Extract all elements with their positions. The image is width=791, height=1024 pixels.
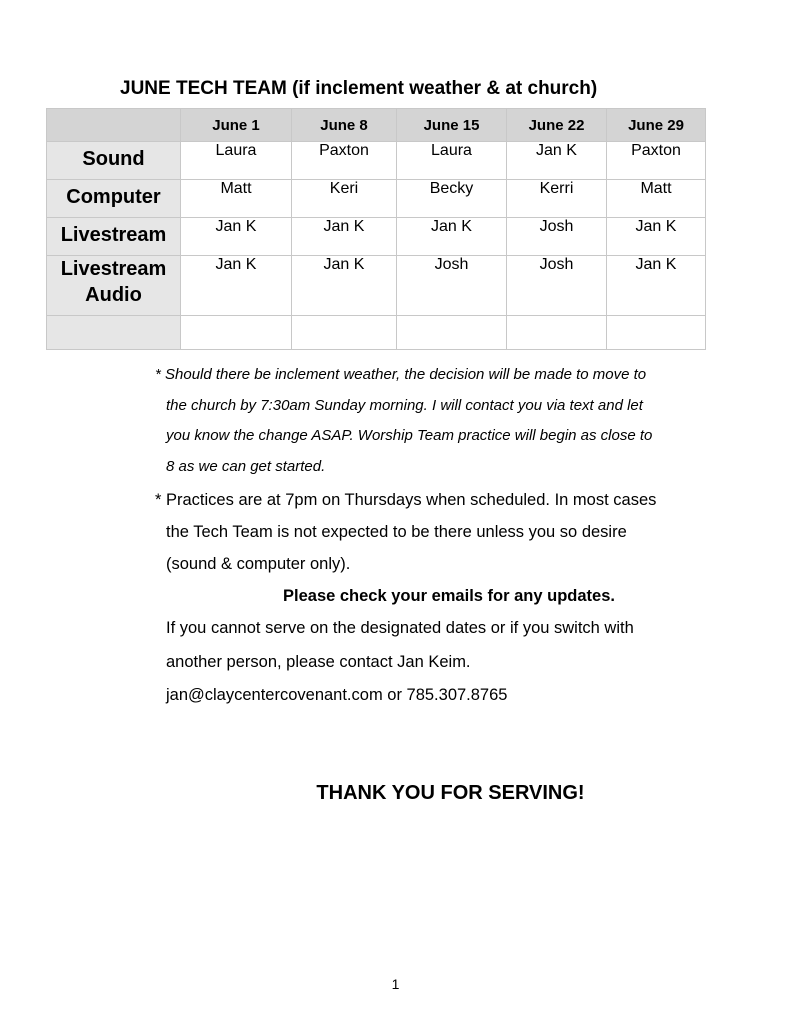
assignment-cell: Keri <box>292 180 397 218</box>
notes-section <box>155 360 755 713</box>
date-header: June 8 <box>292 109 397 142</box>
page-number: 1 <box>391 976 400 992</box>
weather-note <box>155 360 755 482</box>
contact-email-phone: jan@claycentercovenant.com or 785.307.8765 <box>166 686 508 704</box>
assignment-cell: Kerri <box>507 180 607 218</box>
thank-you-heading: THANK YOU FOR SERVING! <box>316 782 585 804</box>
assignment-cell: Josh <box>397 256 507 316</box>
assignment-cell: Paxton <box>607 142 706 180</box>
empty-cell <box>181 316 292 350</box>
table-row <box>47 218 706 256</box>
page-title: JUNE TECH TEAM (if inclement weather & at church) <box>120 78 598 99</box>
assignment-cell: Jan K <box>607 218 706 256</box>
assignment-cell: Jan K <box>292 256 397 316</box>
note-line: 8 as we can get started. <box>166 457 326 475</box>
empty-cell <box>292 316 397 350</box>
empty-role-cell <box>47 316 181 350</box>
role-label: Livestream <box>47 218 181 256</box>
role-label <box>47 256 181 316</box>
practices-note <box>155 484 755 580</box>
assignment-cell: Josh <box>507 256 607 316</box>
date-header: June 22 <box>507 109 607 142</box>
table-header-row <box>47 109 706 142</box>
role-label-line: Livestream <box>60 258 167 280</box>
assignment-cell: Jan K <box>507 142 607 180</box>
assignment-cell: Becky <box>397 180 507 218</box>
note-line: * Practices are at 7pm on Thursdays when scheduled. In most cases <box>155 491 657 509</box>
role-label-line: Audio <box>85 284 142 306</box>
note-line: the church by 7:30am Sunday morning. I will contact you via text and let <box>166 396 643 414</box>
contact-line: If you cannot serve on the designated dates or if you switch with <box>166 619 634 637</box>
role-label: Sound <box>47 142 181 180</box>
empty-cell <box>397 316 507 350</box>
assignment-cell: Matt <box>607 180 706 218</box>
role-label: Computer <box>47 180 181 218</box>
empty-cell <box>507 316 607 350</box>
assignment-cell: Josh <box>507 218 607 256</box>
note-line: the Tech Team is not expected to be there unless you so desire <box>166 523 627 541</box>
header-corner <box>47 109 181 142</box>
assignment-cell: Matt <box>181 180 292 218</box>
assignment-cell: Jan K <box>181 218 292 256</box>
note-line: you know the change ASAP. Worship Team practice will begin as close to <box>166 427 653 444</box>
empty-cell <box>607 316 706 350</box>
note-line: * Should there be inclement weather, the decision will be made to move to <box>155 366 647 383</box>
table-row <box>47 256 706 316</box>
assignment-cell: Laura <box>397 142 507 180</box>
table-row <box>47 180 706 218</box>
note-line: (sound & computer only). <box>166 555 351 573</box>
assignment-cell: Jan K <box>607 256 706 316</box>
assignment-cell: Jan K <box>397 218 507 256</box>
contact-line: another person, please contact Jan Keim. <box>166 652 471 671</box>
table-row-empty <box>47 316 706 350</box>
assignment-cell: Jan K <box>292 218 397 256</box>
check-emails-notice: Please check your emails for any updates. <box>283 587 615 605</box>
table-row <box>47 142 706 180</box>
assignment-cell: Jan K <box>181 256 292 316</box>
assignment-cell: Laura <box>181 142 292 180</box>
assignment-cell: Paxton <box>292 142 397 180</box>
date-header: June 29 <box>607 109 706 142</box>
schedule-table <box>46 108 706 350</box>
date-header: June 1 <box>181 109 292 142</box>
date-header: June 15 <box>397 109 507 142</box>
contact-info <box>155 612 755 713</box>
